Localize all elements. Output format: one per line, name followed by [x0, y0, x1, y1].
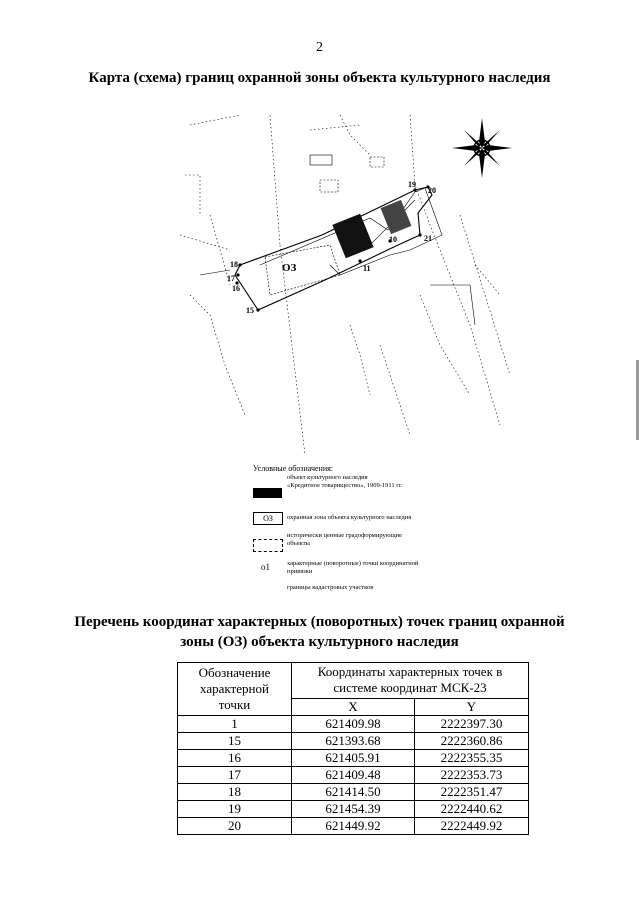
- map-point-label: 18: [230, 260, 238, 269]
- header-point: Обозначение характерной точки: [178, 663, 292, 716]
- map-point-label: 20: [428, 186, 436, 195]
- block-outlines: [200, 155, 475, 325]
- heritage-swatch: [253, 488, 282, 498]
- table-row: 19 621454.39 2222440.62: [178, 801, 529, 818]
- table-row: 17 621409.48 2222353.73: [178, 767, 529, 784]
- coordinates-title: Перечень координат характерных (поворотных) точек границ охранной зоны (ОЗ) объекта культурного наследия: [74, 614, 565, 650]
- zone-label: ОЗ: [282, 262, 297, 274]
- header-coords: Координаты характерных точек в системе координат МСК-23: [292, 663, 529, 699]
- map-point-label: 17: [227, 274, 235, 283]
- table-row: 1 621409.98 2222397.30: [178, 716, 529, 733]
- table-row: 16 621405.91 2222355.35: [178, 750, 529, 767]
- map-point-label: 21: [424, 234, 432, 243]
- table-row: 20 621449.92 2222449.92: [178, 818, 529, 835]
- table-row: 18 621414.50 2222351.47: [178, 784, 529, 801]
- zone-swatch: ОЗ: [253, 512, 283, 525]
- boundary-map: [170, 95, 530, 460]
- point-symbol: о1: [261, 562, 270, 572]
- compass-rose-icon: [452, 118, 512, 178]
- coordinates-table: [177, 662, 529, 835]
- map-point-label: 10: [389, 235, 397, 244]
- map-title: Карта (схема) границ охранной зоны объекта культурного наследия: [88, 70, 551, 86]
- header-x: X: [292, 698, 415, 715]
- map-point-label: 15: [246, 306, 254, 315]
- header-y: Y: [415, 698, 529, 715]
- map-point-label: 19: [408, 180, 416, 189]
- table-row: 15 621393.68 2222360.86: [178, 733, 529, 750]
- heritage-object: [332, 214, 373, 259]
- map-point-label: 11: [363, 264, 371, 273]
- page-number: 2: [316, 40, 323, 55]
- legend-title: Условные обозначения:: [253, 464, 334, 473]
- historic-swatch: [253, 539, 283, 552]
- map-point-label: 16: [232, 284, 240, 293]
